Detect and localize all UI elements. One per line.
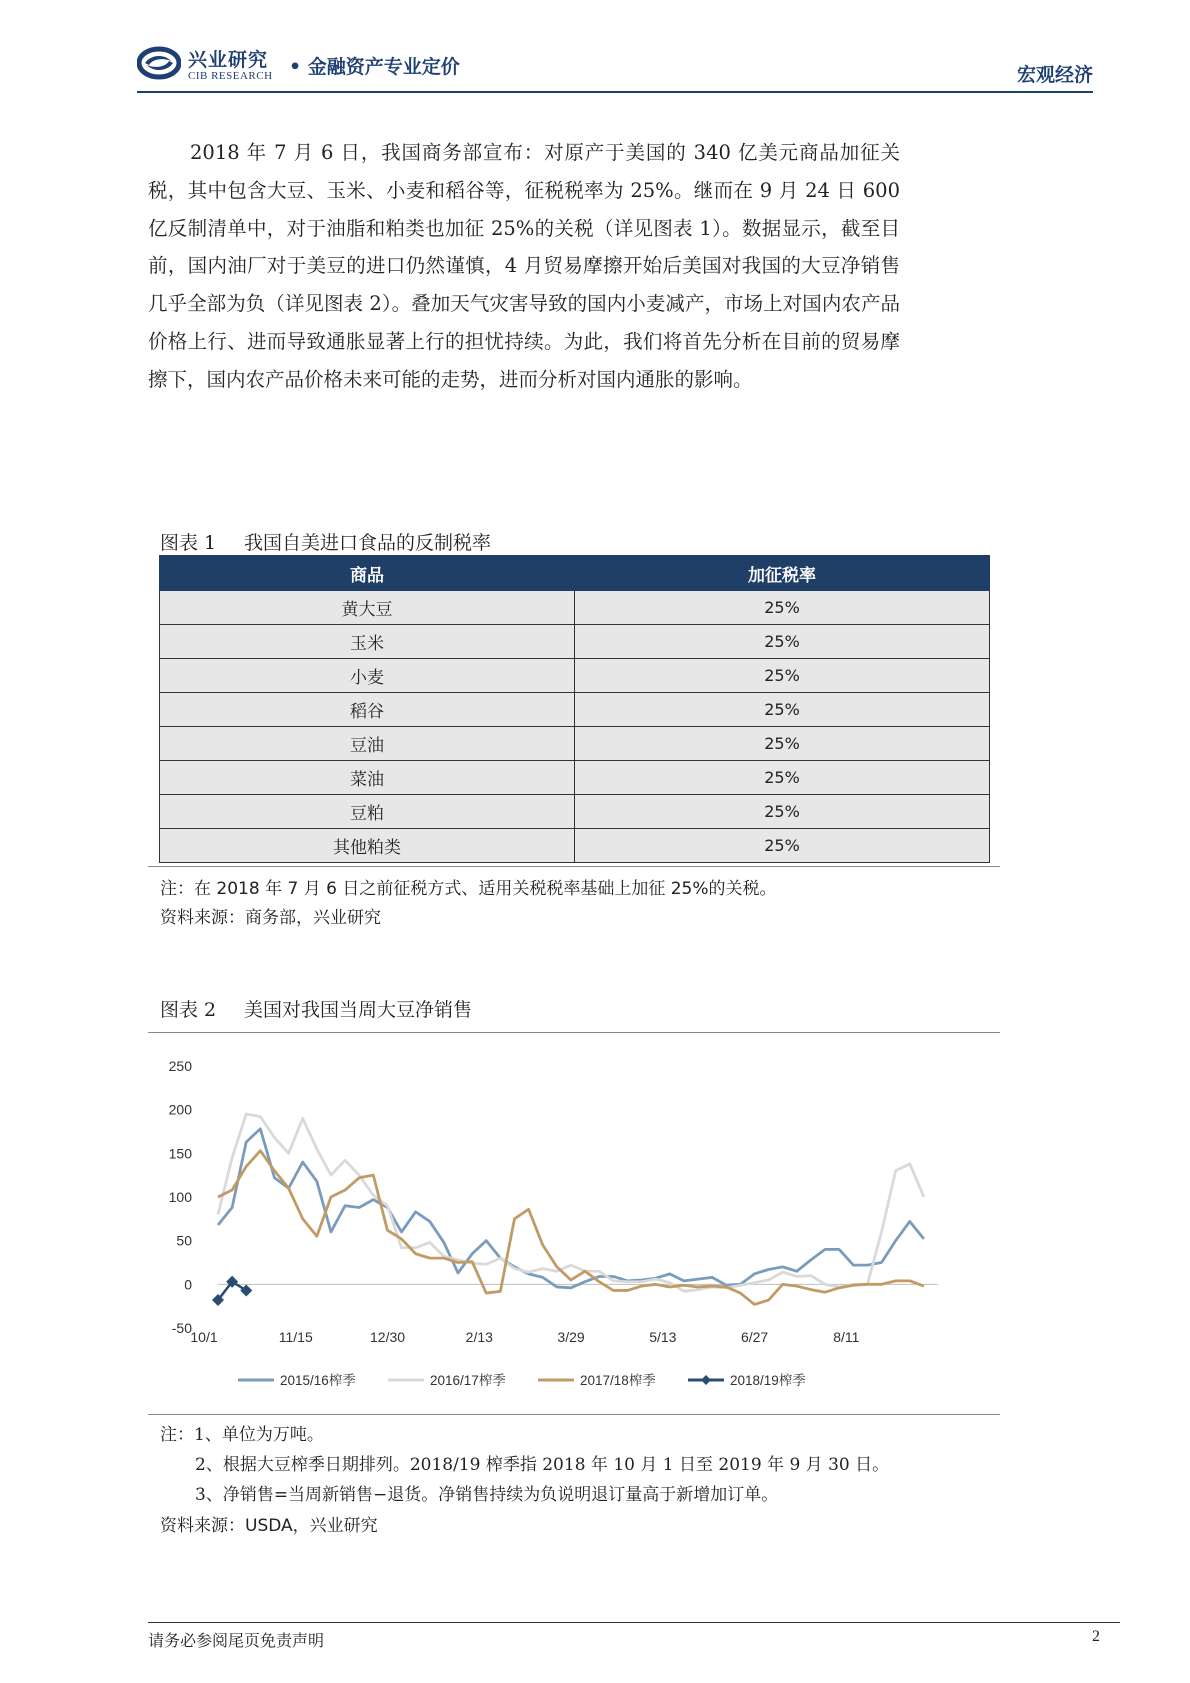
table-row: [160, 795, 990, 829]
figure2-source: 资料来源：USDA，兴业研究: [160, 1516, 378, 1536]
y-tick-label: 200: [168, 1101, 192, 1118]
item-cell: 豆油: [160, 727, 575, 761]
cib-logo-icon: [137, 46, 181, 80]
rate-cell: 25%: [575, 727, 990, 761]
figure2-note-3: 3、净销售=当周新销售−退货。净销售持续为负说明退订量高于新增加订单。: [195, 1485, 779, 1505]
legend-label: 2018/19榨季: [730, 1373, 806, 1388]
x-tick-label: 3/29: [557, 1329, 585, 1345]
page-number: 2: [1092, 1628, 1100, 1645]
item-cell: 黄大豆: [160, 591, 575, 625]
data-point-marker: [240, 1284, 252, 1296]
figure1-title: 我国自美进口食品的反制税率: [244, 532, 492, 554]
y-tick-label: 250: [168, 1058, 192, 1074]
legend-marker: [701, 1375, 711, 1385]
figure2-title: 美国对我国当周大豆净销售: [244, 999, 473, 1021]
page-header: [137, 40, 1093, 90]
rate-cell: 25%: [575, 795, 990, 829]
figure2-top-rule: [148, 1032, 1000, 1033]
figure2-note-1: 注：1、单位为万吨。: [160, 1425, 324, 1445]
disclaimer-notice: 请务必参阅尾页免责声明: [148, 1631, 325, 1650]
figure1-number: 图表 1: [160, 532, 217, 554]
body-paragraph: 2018 年 7 月 6 日，我国商务部宣布：对原产于美国的 340 亿美元商品加征关税，其中包含大豆、玉米、小麦和稻谷等，征税税率为 25%。继而在 9 月 24 日 600 亿反制清单中，对于油脂和粕类也加征 25%的关税（详见图表 1）。数据显示，截至目前，国内油厂对于美豆的进口仍然谨慎，4 月贸易摩擦开始后美国对我国的大豆净销售几乎全部为负（详见图表 2）。叠加天气灾害导致的国内小麦减产，市场上对国内农产品价格上行、进而导致通胀显著上行的担忧持续。为此，我们将首先分析在目前的贸易摩擦下，国内农产品价格未来可能的走势，进而分析对国内通胀的影响。: [148, 141, 900, 391]
figure1-bottom-rule: [148, 866, 1000, 867]
figure1-source: 资料来源：商务部，兴业研究: [160, 908, 381, 928]
item-cell: 豆粕: [160, 795, 575, 829]
x-tick-label: 12/30: [370, 1329, 406, 1345]
x-tick-label: 8/11: [833, 1329, 860, 1345]
rate-cell: 25%: [575, 659, 990, 693]
x-tick-label: 6/27: [740, 1329, 769, 1345]
column-header-item: 商品: [160, 556, 575, 591]
table-row: [160, 693, 990, 727]
rate-cell: 25%: [575, 591, 990, 625]
table-row: [160, 829, 990, 863]
figure2-caption: [160, 995, 472, 1022]
table-row: [160, 761, 990, 795]
x-tick-label: 10/1: [190, 1329, 218, 1345]
section-title: 宏观经济: [1016, 64, 1093, 86]
item-cell: 其他粕类: [160, 829, 575, 863]
table-row: [160, 659, 990, 693]
figure2-bottom-rule: [148, 1414, 1000, 1415]
header-divider: [137, 91, 1093, 93]
item-cell: 玉米: [160, 625, 575, 659]
brand-slogan: • 金融资产专业定价: [289, 56, 460, 78]
footer-divider: [148, 1622, 1120, 1623]
y-tick-label: -50: [171, 1320, 192, 1336]
figure1-note: 注：在 2018 年 7 月 6 日之前征税方式、适用关税税率基础上加征 25%的关税。: [160, 879, 777, 899]
item-cell: 稻谷: [160, 693, 575, 727]
tariff-table: [159, 555, 990, 863]
brand-name-english: CIB RESEARCH: [188, 70, 273, 82]
y-tick-label: 150: [168, 1145, 192, 1162]
item-cell: 菜油: [160, 761, 575, 795]
table-row: [160, 591, 990, 625]
soybean-net-sales-chart: [148, 1034, 1000, 1414]
figure1-caption: [160, 528, 491, 555]
y-tick-label: 100: [168, 1189, 192, 1205]
brand-name: 兴业研究: [188, 49, 269, 71]
y-tick-label: 50: [176, 1232, 192, 1249]
legend-label: 2015/16榨季: [280, 1373, 356, 1388]
table-row: [160, 625, 990, 659]
x-tick-label: 11/15: [278, 1329, 313, 1345]
legend-label: 2017/18榨季: [580, 1373, 656, 1388]
y-tick-label: 0: [184, 1276, 192, 1293]
rate-cell: 25%: [575, 693, 990, 727]
figure2-note-2: 2、根据大豆榨季日期排列。2018/19 榨季指 2018 年 10 月 1 日至 2019 年 9 月 30 日。: [195, 1455, 890, 1475]
column-header-rate: 加征税率: [575, 556, 990, 591]
x-tick-label: 5/13: [649, 1329, 677, 1345]
rate-cell: 25%: [575, 761, 990, 795]
rate-cell: 25%: [575, 625, 990, 659]
legend-label: 2016/17榨季: [430, 1373, 506, 1388]
x-tick-label: 2/13: [465, 1329, 493, 1345]
table-header-row: [160, 556, 990, 591]
figure2-number: 图表 2: [160, 999, 217, 1021]
rate-cell: 25%: [575, 829, 990, 863]
table-row: [160, 727, 990, 761]
item-cell: 小麦: [160, 659, 575, 693]
